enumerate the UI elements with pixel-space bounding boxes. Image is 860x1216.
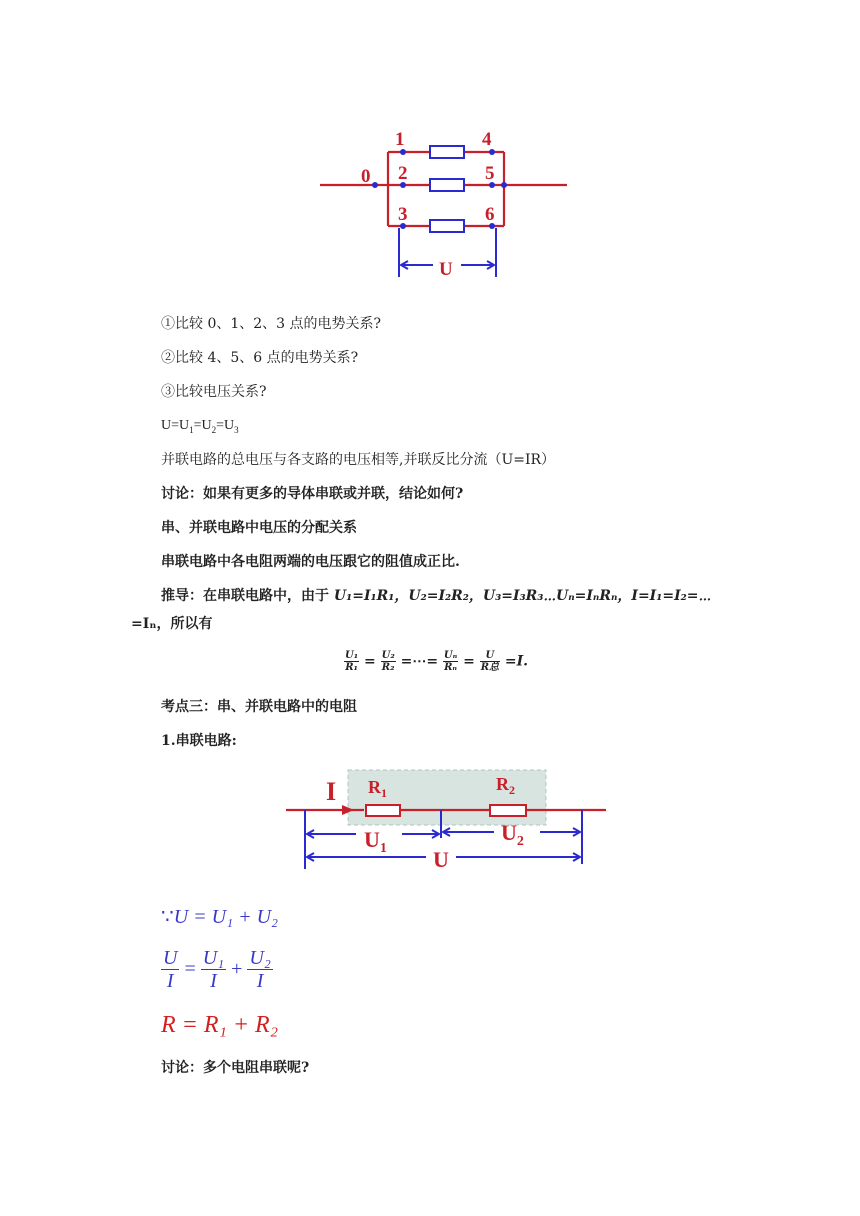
label-4: 4 [482,129,492,150]
voltage-equation: $U=U_1=U_2=U_3$ [161,418,239,435]
label-6: 6 [485,204,495,225]
label-1: 1 [395,129,405,150]
equation-u-over-i: $\frac{U}{I}$ = $\frac{\text{U₁}}{I}$ + $\frac{\text{U₂}}{I}$ [163,947,271,992]
label-2: 2 [398,163,408,184]
label-3: 3 [398,204,408,225]
question-3: ③比较电压关系? [161,384,267,400]
series-circuit-diagram [282,766,612,872]
eq2-term1: $\frac{\text{U₁}}{I}$ [202,947,225,992]
parallel-circuit-diagram [315,120,575,285]
discussion-2: 讨论：多个电阻串联呢? [161,1060,310,1076]
u1-label: $U_1$ [364,827,387,856]
resistor-r2 [490,805,526,816]
label-u: U [439,259,453,280]
resistor-3 [430,220,464,232]
r2-label: $R_2$ [496,774,515,797]
equation-r-sum: R = R₁ + R₂ [161,1012,279,1038]
heading-resistance: 考点三：串、并联电路中的电阻 [161,699,357,715]
resistor-2 [430,179,464,191]
ratio-term-2: $\frac{\text{U₂}}{\text{R₂}}$ [381,650,395,673]
r1-label: $R_1$ [368,777,387,800]
parallel-conclusion: 并联电路的总电压与各支路的电压相等,并联反比分流（U=IR） [161,452,556,468]
node-right [501,182,507,188]
heading-series: 1.串联电路: [161,733,237,749]
derivation-line-1: 推导：在串联电路中，由于 U₁=I₁R₁，U₂=I₂R₂，U₃=I₃R₃⋯Uₙ=IₙRₙ，I=I₁=I₂=⋯ [161,588,712,604]
label-5: 5 [485,163,495,184]
ratio-term-total: $\frac{U}{\text{R总}}$ [480,650,500,673]
derivation-line-2: =Iₙ，所以有 [131,616,213,632]
u-total-label: U [433,847,449,872]
heading-distribution: 串、并联电路中电压的分配关系 [161,520,357,536]
eq2-term2: $\frac{\text{U₂}}{I}$ [249,947,271,992]
equation-u-sum: ∵U = U₁ + U₂ [161,906,278,928]
resistor-r1 [366,805,400,816]
resistor-1 [430,146,464,158]
discussion-1: 讨论：如果有更多的导体串联或并联，结论如何? [161,486,464,502]
series-proportion: 串联电路中各电阻两端的电压跟它的阻值成正比. [161,554,460,570]
label-0: 0 [361,166,371,187]
eq2-lhs: $\frac{U}{I}$ [163,947,178,992]
current-label: I [326,777,337,806]
u2-label: $U_2$ [501,820,524,849]
question-2: ②比较 4、5、6 点的电势关系? [161,350,359,366]
ratio-term-n: $\frac{\text{Uₙ}}{\text{Rₙ}}$ [443,650,458,673]
ratio-term-1: $\frac{\text{U₁}}{\text{R₁}}$ [345,650,359,673]
question-1: ①比较 0、1、2、3 点的电势关系? [161,316,382,332]
ratio-formula: $\frac{\text{U₁}}{\text{R₁}}$ = $\frac{\text{U₂}}{\text{R₂}}$ =⋯= $\frac{\text{Uₙ}}{\text{Rₙ}}$ = $\frac{U}{\text{R总}}$ =I. [345,650,529,673]
node-0 [372,182,378,188]
resistors [430,146,464,232]
